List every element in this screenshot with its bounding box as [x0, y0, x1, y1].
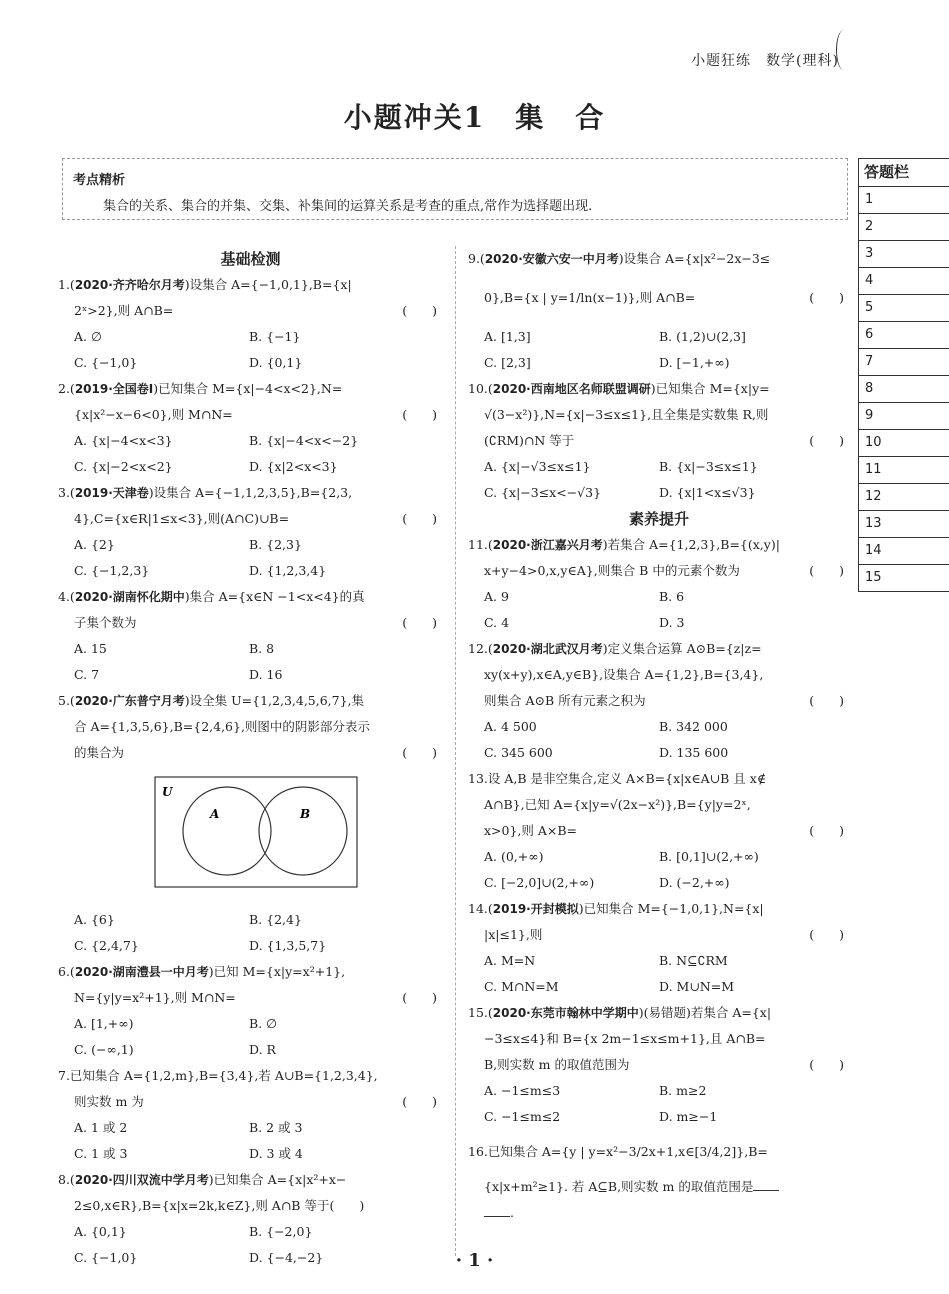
answer-row[interactable]: 7 [858, 349, 949, 376]
question-13: 13.设 A,B 是非空集合,定义 A×B={x|x∈A∪B 且 x∉ A∩B},已知 A={x|y=√(2x−x²)},B={y|y=2ˣ, x>0},则 A×B= ( ) A. (0,+∞) B. [0,1]∪(2,+∞) C. [−2,0]∪(2,+∞) D. (−2,+∞) [468, 766, 850, 896]
option-b[interactable]: B. 8 [249, 641, 275, 656]
option-c[interactable]: C. 4 [484, 615, 510, 630]
option-a[interactable]: A. 15 [74, 641, 107, 656]
answer-row[interactable]: 10 [858, 430, 949, 457]
question-16: 16.已知集合 A={y | y=x²−3/2x+1,x∈[3/4,2]},B= {x|x+m²≥1}. 若 A⊆B,则实数 m 的取值范围是 . [468, 1130, 850, 1226]
option-c[interactable]: C. M∩N=M [484, 979, 559, 994]
answer-row[interactable]: 12 [858, 484, 949, 511]
question-11: 11.(2020·浙江嘉兴月考)若集合 A={1,2,3},B={(x,y)| x+y−4>0,x,y∈A},则集合 B 中的元素个数为 ( ) A. 9 B. 6 C. 4 D. 3 [468, 532, 850, 636]
option-d[interactable]: D. M∪N=M [659, 979, 735, 994]
option-b[interactable]: B. N⊆∁RM [659, 953, 728, 968]
section-title-advanced: 素养提升 [628, 510, 689, 528]
answer-sheet [858, 158, 949, 592]
option-b[interactable]: B. {x|−4<x<−2} [249, 433, 359, 448]
option-b[interactable]: B. 2 或 3 [249, 1120, 303, 1135]
option-a[interactable]: A. {0,1} [74, 1224, 127, 1239]
answer-row[interactable]: 11 [858, 457, 949, 484]
venn-label-a: A [210, 807, 220, 821]
answer-row[interactable]: 14 [858, 538, 949, 565]
question-6: 6.(2020·湖南澧县一中月考)已知 M={x|y=x²+1}, N={y|y=x²+1},则 M∩N= ( ) A. [1,+∞) B. ∅ C. (−∞,1) D. R [58, 959, 443, 1063]
answer-row[interactable]: 3 [858, 241, 949, 268]
focus-box [62, 158, 848, 220]
left-column [58, 246, 443, 1271]
option-d[interactable]: D. R [249, 1042, 276, 1057]
venn-label-u: U [162, 785, 173, 799]
option-c[interactable]: C. (−∞,1) [74, 1042, 134, 1057]
right-column [468, 246, 850, 1226]
answer-row[interactable]: 9 [858, 403, 949, 430]
venn-circle-a [183, 787, 271, 875]
section-title-basic: 基础检测 [220, 250, 281, 268]
option-a[interactable]: A. ∅ [74, 329, 102, 344]
option-b[interactable]: B. [0,1]∪(2,+∞) [659, 849, 759, 864]
answer-row[interactable]: 4 [858, 268, 949, 295]
page-title: 小题冲关1 集 合 [343, 101, 606, 134]
option-c[interactable]: C. {−1,2,3} [74, 563, 150, 578]
option-c[interactable]: C. [2,3] [484, 355, 531, 370]
option-d[interactable]: D. [−1,+∞) [659, 355, 730, 370]
option-d[interactable]: D. {1,3,5,7} [249, 938, 327, 953]
option-b[interactable]: B. {2,3} [249, 537, 302, 552]
option-a[interactable]: A. 9 [484, 589, 509, 604]
option-b[interactable]: B. {2,4} [249, 912, 302, 927]
option-b[interactable]: B. {−2,0} [249, 1224, 313, 1239]
option-d[interactable]: D. {−4,−2} [249, 1250, 324, 1265]
option-c[interactable]: C. {−1,0} [74, 355, 138, 370]
option-c[interactable]: C. 7 [74, 667, 100, 682]
option-d[interactable]: D. 3 [659, 615, 685, 630]
venn-diagram [154, 776, 358, 888]
venn-circle-b [259, 787, 347, 875]
answer-row[interactable]: 15 [858, 565, 949, 592]
venn-label-b: B [300, 807, 311, 821]
option-b[interactable]: B. ∅ [249, 1016, 278, 1031]
option-c[interactable]: C. [−2,0]∪(2,+∞) [484, 875, 595, 890]
option-b[interactable]: B. {x|−3≤x≤1} [659, 459, 758, 474]
option-a[interactable]: A. −1≤m≤3 [484, 1083, 561, 1098]
answer-row[interactable]: 2 [858, 214, 949, 241]
answer-row[interactable]: 13 [858, 511, 949, 538]
question-10: 10.(2020·西南地区名师联盟调研)已知集合 M={x|y= √(3−x²)},N={x|−3≤x≤1},且全集是实数集 R,则 (∁RM)∩N 等于 ( ) A. {x|−√3≤x≤1} B. {x|−3≤x≤1} C. {x|−3≤x<−√3} D. {x|1<x≤√3} [468, 376, 850, 506]
question-4: 4.(2020·湖南怀化期中)集合 A={x∈N −1<x<4}的真 子集个数为 ( ) A. 15 B. 8 C. 7 D. 16 [58, 584, 443, 688]
question-3: 3.(2019·天津卷)设集合 A={−1,1,2,3,5},B={2,3, 4},C={x∈R|1≤x<3},则(A∩C)∪B= ( ) A. {2} B. {2,3} C. {−1,2,3} D. {1,2,3,4} [58, 480, 443, 584]
question-7: 7.已知集合 A={1,2,m},B={3,4},若 A∪B={1,2,3,4}, 则实数 m 为 ( ) A. 1 或 2 B. 2 或 3 C. 1 或 3 D. 3 或 4 [58, 1063, 443, 1167]
option-b[interactable]: B. {−1} [249, 329, 301, 344]
option-d[interactable]: D. {x|1<x≤√3} [659, 485, 756, 500]
option-a[interactable]: A. M=N [484, 953, 536, 968]
column-divider [455, 246, 456, 1256]
question-15: 15.(2020·东莞市翰林中学期中)(易错题)若集合 A={x| −3≤x≤4}和 B={x 2m−1≤x≤m+1},且 A∩B= B,则实数 m 的取值范围为 ( ) A. −1≤m≤3 B. m≥2 C. −1≤m≤2 D. m≥−1 [468, 1000, 850, 1130]
option-b[interactable]: B. m≥2 [659, 1083, 707, 1098]
option-d[interactable]: D. 16 [249, 667, 283, 682]
option-d[interactable]: D. (−2,+∞) [659, 875, 730, 890]
answer-row[interactable]: 6 [858, 322, 949, 349]
running-header: 小题狂练 数学(理科) [691, 53, 839, 69]
question-9: 9.(2020·安徽六安一中月考)设集合 A={x|x²−2x−3≤ 0},B={x | y=1/ln(x−1)},则 A∩B= ( ) A. [1,3] B. (1,2)∪(2,3] C. [2,3] D. [−1,+∞) [468, 246, 850, 376]
question-14: 14.(2019·开封模拟)已知集合 M={−1,0,1},N={x| |x|≤1},则 ( ) A. M=N B. N⊆∁RM C. M∩N=M D. M∪N=M [468, 896, 850, 1000]
option-a[interactable]: A. 1 或 2 [74, 1120, 128, 1135]
option-c[interactable]: C. {2,4,7} [74, 938, 139, 953]
option-b[interactable]: B. (1,2)∪(2,3] [659, 329, 746, 344]
focus-label: 考点精析 [73, 173, 126, 188]
question-12: 12.(2020·湖北武汉月考)定义集合运算 A⊙B={z|z= xy(x+y),x∈A,y∈B},设集合 A={1,2},B={3,4}, 则集合 A⊙B 所有元素之积为 ( ) A. 4 500 B. 342 000 C. 345 600 D. 135 600 [468, 636, 850, 766]
option-d[interactable]: D. 3 或 4 [249, 1146, 303, 1161]
option-c[interactable]: C. {x|−2<x<2} [74, 459, 173, 474]
answer-sheet-title: 答题栏 [858, 159, 949, 187]
question-1: 1.(2020·齐齐哈尔月考)设集合 A={−1,0,1},B={x| 2ˣ>2},则 A∩B= ( ) A. ∅ B. {−1} C. {−1,0} D. {0,1} [58, 272, 443, 376]
option-c[interactable]: C. −1≤m≤2 [484, 1109, 561, 1124]
option-a[interactable]: A. (0,+∞) [484, 849, 544, 864]
answer-row[interactable]: 8 [858, 376, 949, 403]
option-c[interactable]: C. 1 或 3 [74, 1146, 128, 1161]
focus-text: 集合的关系、集合的并集、交集、补集间的运算关系是考查的重点,常作为选择题出现. [103, 199, 593, 214]
option-d[interactable]: D. m≥−1 [659, 1109, 718, 1124]
option-d[interactable]: D. {x|2<x<3} [249, 459, 338, 474]
answer-row[interactable]: 5 [858, 295, 949, 322]
option-c[interactable]: C. 345 600 [484, 745, 553, 760]
option-d[interactable]: D. {1,2,3,4} [249, 563, 327, 578]
option-a[interactable]: A. {x|−4<x<3} [74, 433, 173, 448]
option-c[interactable]: C. {x|−3≤x<−√3} [484, 485, 602, 500]
question-8: 8.(2020·四川双流中学月考)已知集合 A={x|x²+x− 2≤0,x∈R},B={x|x=2k,k∈Z},则 A∩B 等于( ) A. {0,1} B. {−2,0} C. {−1,0} D. {−4,−2} [58, 1167, 443, 1271]
answer-blank[interactable] [753, 1176, 779, 1191]
option-b[interactable]: B. 6 [659, 589, 685, 604]
option-c[interactable]: C. {−1,0} [74, 1250, 138, 1265]
question-2: 2.(2019·全国卷Ⅰ)已知集合 M={x|−4<x<2},N= {x|x²−x−6<0},则 M∩N= ( ) A. {x|−4<x<3} B. {x|−4<x<−2} C. {x|−2<x<2} D. {x|2<x<3} [58, 376, 443, 480]
option-a[interactable]: A. {x|−√3≤x≤1} [484, 459, 591, 474]
answer-row[interactable]: 1 [858, 187, 949, 214]
option-d[interactable]: D. 135 600 [659, 745, 729, 760]
option-a[interactable]: A. [1,3] [484, 329, 531, 344]
option-a[interactable]: A. {6} [74, 912, 115, 927]
answer-blank[interactable] [484, 1202, 510, 1217]
option-a[interactable]: A. [1,+∞) [74, 1016, 134, 1031]
option-a[interactable]: A. 4 500 [484, 719, 537, 734]
option-d[interactable]: D. {0,1} [249, 355, 303, 370]
option-b[interactable]: B. 342 000 [659, 719, 728, 734]
option-a[interactable]: A. {2} [74, 537, 115, 552]
question-5: 5.(2020·广东普宁月考)设全集 U={1,2,3,4,5,6,7},集 合 A={1,3,5,6},B={2,4,6},则图中的阴影部分表示 的集合为 ( ) U A B A. {6} B. {2,4} C. {2,4,7} D. {1,3,5,7} [58, 688, 443, 959]
page-number: · 1 · [455, 1250, 494, 1271]
